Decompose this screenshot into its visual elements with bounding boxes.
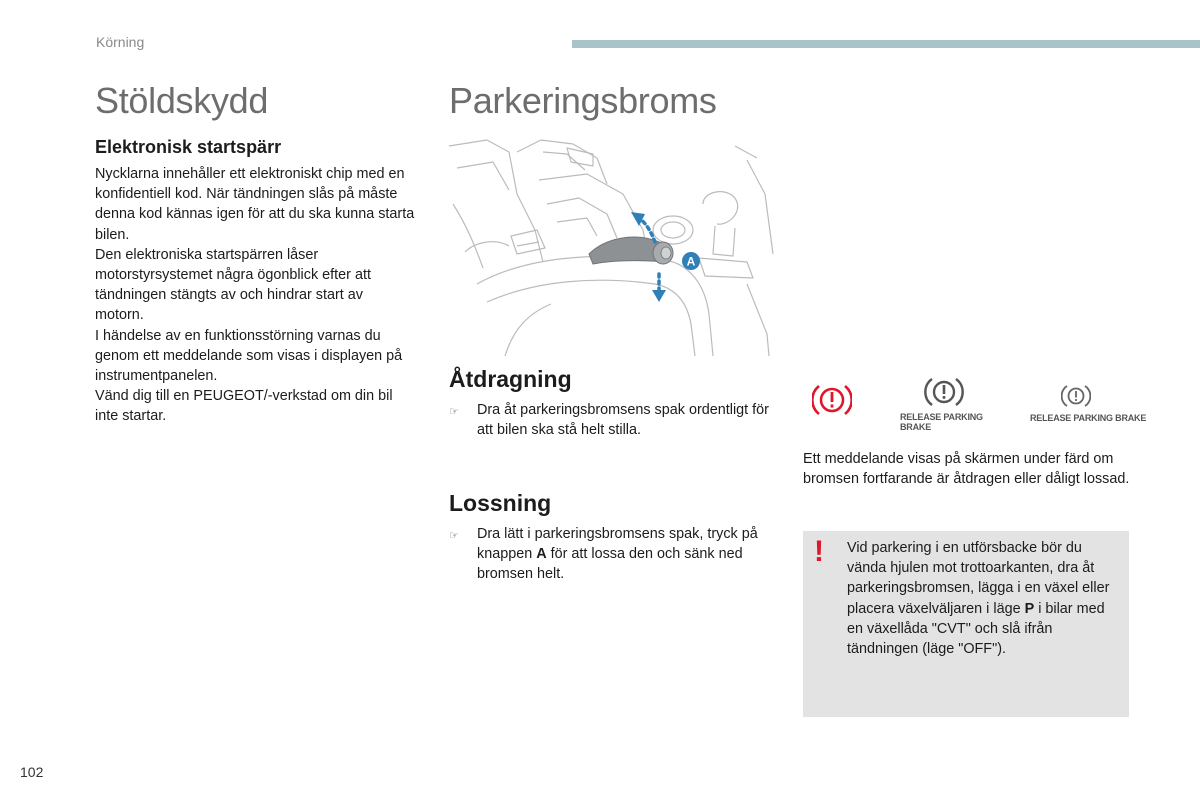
paragraph: Vänd dig till en PEUGEOT/-verkstad om din bil inte startar. xyxy=(95,388,393,425)
lossning-instruction xyxy=(449,524,769,585)
release-parking-brake-label-2: RELEASE PARKING BRAKE xyxy=(1030,413,1147,423)
warning-text: Vid parkering i en utförsbacke bör du vända hjulen mot trottoarkanten, dra åt parkeringsbromsen, lägga i en växel eller placera växelväljaren i läge P i bilar med en växellåda "CVT" och slå ifrån tändningen (läge "OFF"). xyxy=(847,540,1110,658)
subtitle-startspärr: Elektronisk startspärr xyxy=(95,137,282,157)
callout-a-label: A xyxy=(686,254,696,269)
paragraph: Nycklarna innehåller ett elektroniskt chip med en konfidentiell kod. När tändningen slås på måste denna kod kännas igen för att du ska kunna starta bilen. xyxy=(95,166,415,243)
brake-warning-grey-icon xyxy=(924,376,964,413)
pointing-hand-icon: ☞ xyxy=(449,406,459,418)
display-message-text: Ett meddelande visas på skärmen under färd om bromsen fortfarande är åtdragen eller dåligt lossad. xyxy=(803,451,1130,488)
startspärr-body xyxy=(95,164,415,427)
section-label: Körning xyxy=(96,34,145,50)
warning-exclamation-icon: ! xyxy=(814,535,824,568)
brake-warning-small-icon xyxy=(1061,384,1091,413)
paragraph: I händelse av en funktionsstörning varnas du genom ett meddelande som visas i displayen på instrumentpanelen. xyxy=(95,327,403,385)
heading-lossning: Lossning xyxy=(449,490,552,516)
release-parking-brake-label-1: RELEASE PARKING BRAKE xyxy=(900,412,983,432)
header-accent-bar xyxy=(572,40,1200,48)
page-title-stoldskydd: Stöldskydd xyxy=(95,80,269,121)
paragraph: Den elektroniska startspärren låser motorstyrsystemet några ögonblick efter att tändningen stängts av och hindrar start av motorn. xyxy=(95,246,371,324)
handbrake-illustration xyxy=(447,134,775,358)
pointing-hand-icon: ☞ xyxy=(449,530,459,542)
atdragning-instruction xyxy=(449,400,775,440)
page-title-parkeringsbroms: Parkeringsbroms xyxy=(449,80,717,121)
lossning-text: Dra lätt i parkeringsbromsens spak, tryck på knappen A för att lossa den och sänk ned bromsen helt. xyxy=(477,526,758,583)
page-number: 102 xyxy=(20,764,44,780)
atdragning-text: Dra åt parkeringsbromsens spak ordentligt för att bilen ska stå helt stilla. xyxy=(477,402,769,439)
brake-warning-icon xyxy=(812,382,852,423)
heading-atdragning: Åtdragning xyxy=(449,366,572,392)
